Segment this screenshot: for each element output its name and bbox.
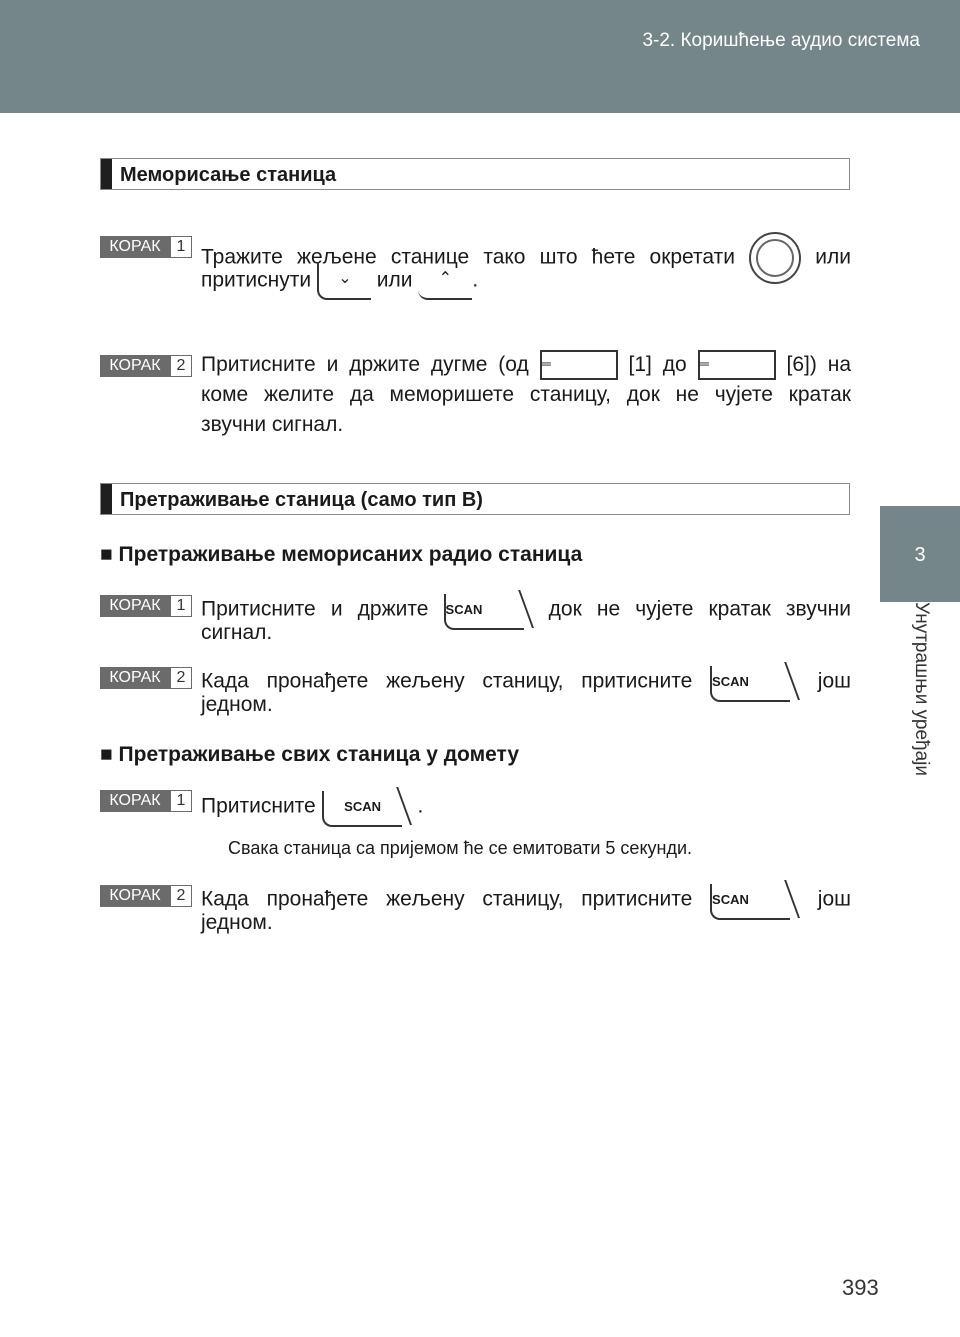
- text: Притисните и држите дугме (од: [201, 353, 529, 376]
- breadcrumb: 3-2. Коришћење аудио система: [642, 30, 920, 51]
- text: .: [417, 794, 424, 818]
- scan-label: SCAN: [444, 594, 524, 630]
- text: [1] до: [628, 353, 687, 376]
- text: Притисните: [201, 794, 316, 818]
- scan-label: SCAN: [710, 884, 790, 920]
- text-line: коме желите да меморишете станицу, док не чујете кратак: [201, 383, 851, 406]
- step-label: КОРАК: [100, 667, 170, 689]
- chapter-number: 3: [914, 544, 926, 566]
- subheading-preset-search: ■ Претраживање меморисаних радио станица: [100, 543, 583, 566]
- text: док не чујете кратак звучни: [548, 597, 852, 621]
- preset-button-icon: ═: [698, 350, 776, 380]
- section-heading-search: [100, 483, 850, 515]
- text: .: [472, 268, 479, 292]
- step-number: 2: [170, 885, 192, 907]
- step-badge: [100, 667, 190, 689]
- chapter-label-container: [880, 602, 960, 842]
- step-number: 1: [170, 595, 192, 617]
- text-line: једном.: [201, 693, 273, 716]
- text-line: [201, 787, 851, 827]
- down-button-icon: ⌄: [317, 262, 371, 300]
- step-label: КОРАК: [100, 355, 170, 377]
- chapter-tab: [880, 506, 960, 602]
- step-badge: [100, 355, 190, 377]
- scan-label: SCAN: [322, 791, 402, 827]
- text: [6]) на: [786, 353, 851, 376]
- step-badge: [100, 790, 190, 812]
- text: Када пронађете жељену станицу, притисните: [201, 887, 693, 911]
- text-line: једном.: [201, 911, 273, 934]
- text: или: [376, 268, 413, 292]
- step-number: 2: [170, 355, 192, 377]
- header-bar: [0, 0, 960, 113]
- text: Притисните и држите: [201, 597, 429, 621]
- step-label: КОРАК: [100, 595, 170, 617]
- scan-button-icon: [322, 787, 412, 827]
- text-line: [201, 350, 851, 380]
- section-bar: [101, 484, 112, 514]
- subheading-all-search: ■ Претраживање свих станица у домету: [100, 743, 520, 766]
- step-badge: [100, 595, 190, 617]
- text-line: сигнал.: [201, 621, 273, 644]
- text-line: звучни сигнал.: [201, 413, 344, 436]
- text-line: [201, 262, 851, 300]
- chapter-label: Унутрашњи уређаји: [911, 602, 932, 777]
- step-label: КОРАК: [100, 236, 170, 258]
- scan-label: SCAN: [710, 666, 790, 702]
- section-title: Претраживање станица (само тип B): [120, 489, 483, 511]
- up-button-icon: ⌃: [418, 262, 472, 300]
- step-number: 2: [170, 667, 192, 689]
- step-number: 1: [170, 790, 192, 812]
- section-title: Меморисање станица: [120, 164, 337, 186]
- step-number: 1: [170, 236, 192, 258]
- preset-button-icon: ═: [540, 350, 618, 380]
- page-number: 393: [842, 1275, 879, 1300]
- section-heading-memorize: [100, 158, 850, 190]
- step-label: КОРАК: [100, 885, 170, 907]
- step-badge: [100, 885, 190, 907]
- section-bar: [101, 159, 112, 189]
- text: притиснути: [201, 268, 312, 292]
- text: још: [817, 887, 851, 911]
- text: још: [817, 669, 851, 693]
- step-label: КОРАК: [100, 790, 170, 812]
- step-badge: [100, 236, 190, 258]
- text: Када пронађете жељену станицу, притисните: [201, 669, 693, 693]
- text: Тражите жељене станице тако што ћете окретати: [201, 245, 735, 269]
- text: или: [815, 245, 851, 269]
- note-text: Свака станица са пријемом ће се емитовати 5 секунди.: [228, 838, 693, 858]
